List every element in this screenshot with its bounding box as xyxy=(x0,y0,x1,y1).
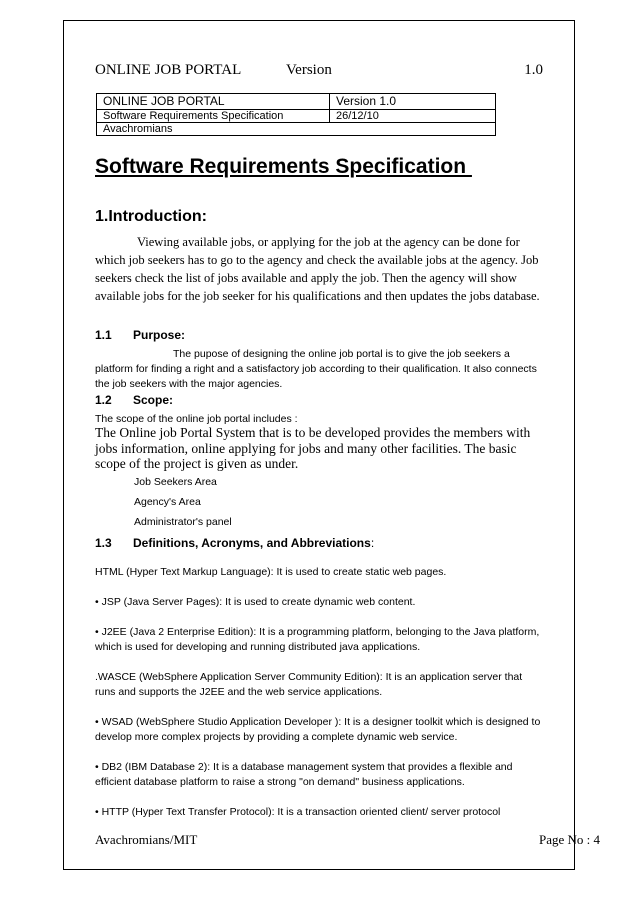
list-item: .WASCE (WebSphere Application Server Community Edition): It is an application server that runs and supports the J2EE and the web service applications. xyxy=(95,671,523,698)
document-info-table xyxy=(96,93,496,136)
introduction-text: Viewing available jobs, or applying for the job at the agency can be done for which job seekers has to go to the agency and check the available jobs at the agency. Job seekers check the list of jobs available and apply the job. Then the agency will show available jobs for the job seeker for his qualifications and then updates the jobs database. xyxy=(95,235,540,303)
footer-page-number: Page No : 4 xyxy=(538,832,600,847)
purpose-text: The pupose of designing the online job portal is to give the job seekers a platform for finding a right and a satisfactory job according to their qualification. It also connects the job seekers with the major agencies. xyxy=(95,348,537,390)
table-row xyxy=(97,94,496,110)
list-item: HTML (Hyper Text Markup Language): It is used to create static web pages. xyxy=(95,566,447,578)
table-cell: Version 1.0 xyxy=(330,94,496,110)
section-title: Scope: xyxy=(133,393,174,407)
section-title: Purpose: xyxy=(133,328,186,342)
document-title: Software Requirements Specification xyxy=(95,155,472,178)
heading-colon: : xyxy=(370,536,375,550)
list-item: • DB2 (IBM Database 2): It is a database management system that provides a flexible and efficient database platform to raise a strong "on demand" business applications. xyxy=(95,761,513,788)
scope-areas-list xyxy=(134,475,232,535)
header-version-label: Version xyxy=(286,62,332,78)
table-cell: 26/12/10 xyxy=(330,110,496,123)
page-header xyxy=(95,62,543,82)
header-title: ONLINE JOB PORTAL xyxy=(95,62,242,78)
table-cell: ONLINE JOB PORTAL xyxy=(97,94,330,110)
list-item: • JSP (Java Server Pages): It is used to create dynamic web content. xyxy=(95,596,416,608)
scope-text: The Online job Portal System that is to be developed provides the members with jobs information, online applying for jobs and many other facilities. The basic scope of the project is given as under. xyxy=(95,425,531,471)
scope-lead-text: The scope of the online job portal includes : xyxy=(95,413,298,425)
section-title: Definitions, Acronyms, and Abbreviations xyxy=(133,536,371,550)
footer-author: Avachromians/MIT xyxy=(95,832,198,847)
section-number: 1.1 xyxy=(95,328,112,342)
purpose-heading xyxy=(95,328,185,342)
section-number: 1.2 xyxy=(95,393,112,407)
table-cell: Software Requirements Specification xyxy=(97,110,330,123)
table-row xyxy=(97,123,496,136)
definitions-heading xyxy=(95,536,374,550)
table-cell: Avachromians xyxy=(97,123,496,136)
list-item: Administrator's panel xyxy=(134,516,232,528)
section-number: 1.3 xyxy=(95,536,112,550)
table-row xyxy=(97,110,496,123)
definitions-list xyxy=(95,565,545,835)
list-item: Agency's Area xyxy=(134,496,201,508)
introduction-heading: 1.Introduction: xyxy=(95,208,207,225)
list-item: • HTTP (Hyper Text Transfer Protocol): It is a transaction oriented client/ server protocol xyxy=(95,806,501,818)
list-item: • WSAD (WebSphere Studio Application Developer ): It is a designer toolkit which is designed to develop more complex projects by providing a complete dynamic web service. xyxy=(95,716,541,743)
list-item: Job Seekers Area xyxy=(134,476,217,488)
list-item: • J2EE (Java 2 Enterprise Edition): It is a programming platform, belonging to the Java platform, which is used for developing and running distributed java applications. xyxy=(95,626,540,653)
header-version-number: 1.0 xyxy=(524,62,543,78)
scope-heading xyxy=(95,393,173,407)
